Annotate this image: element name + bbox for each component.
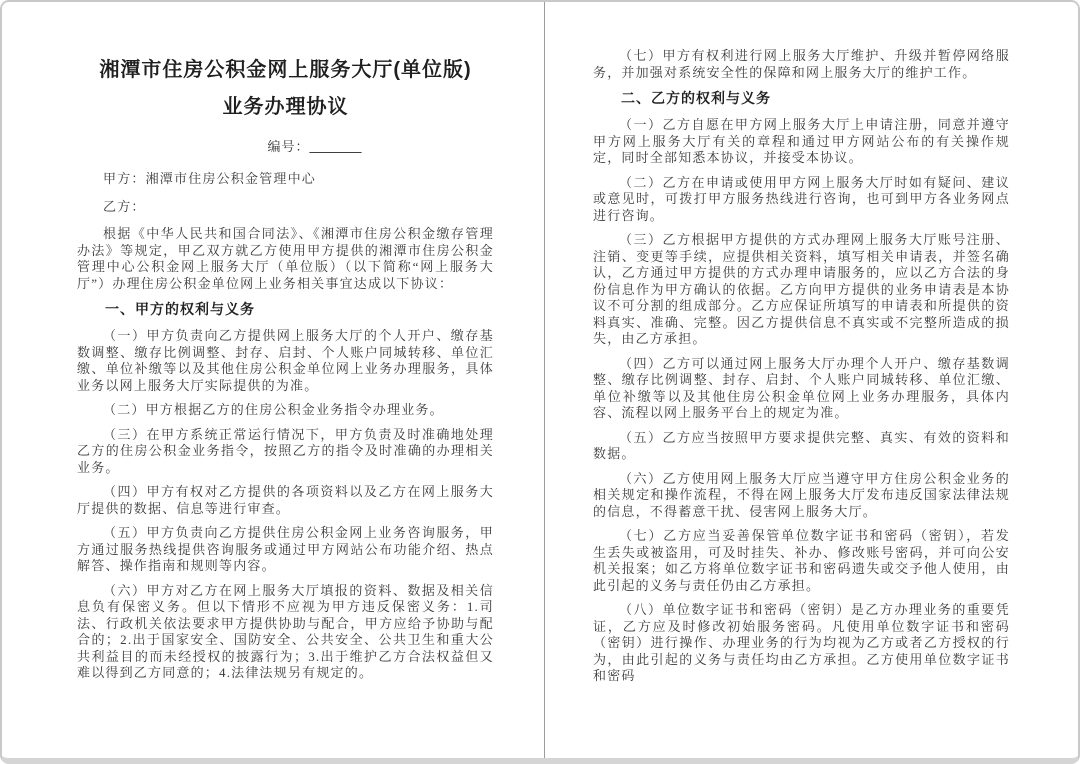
intro-paragraph: 根据《中华人民共和国合同法》、《湘潭市住房公积金缴存管理办法》等规定，甲乙双方就乙方使用甲方提供的湘潭市住房公积金管理中心公积金网上服务大厅（单位版）（以下简称“网上服务大厅”）办理住房公积金单位网上业务相关事宜达成以下协议： xyxy=(77,226,494,291)
document-title-line2: 业务办理协议 xyxy=(222,96,349,118)
clause-a6: （六）甲方对乙方在网上服务大厅填报的资料、数据及相关信息负有保密义务。但以下情形不应视为甲方违反保密义务：1.司法、行政机关依法要求甲方提供协助与配合，甲方应给予协助与配合的；2.出于国家安全、国防安全、公共安全、公共卫生和重大公共利益目的而未经授权的披露行为；3.出于维护乙方合法权益但又难以得到乙方同意的；4.法律法规另有规定的。 xyxy=(77,582,494,680)
page-left xyxy=(2,2,544,758)
clause-a7: （七）甲方有权利进行网上服务大厅维护、升级并暂停网络服务，并加强对系统安全性的保障和网上服务大厅的维护工作。 xyxy=(593,48,1010,80)
clause-b6: （六）乙方使用网上服务大厅应当遵守甲方住房公积金业务的相关规定和操作流程，不得在网上服务大厅发布违反国家法律法规的信息，不得蓄意干扰、侵害网上服务大厅。 xyxy=(593,470,1010,519)
clause-b7: （七）乙方应当妥善保管单位数字证书和密码（密钥），若发生丢失或被盗用，可及时挂失、补办、修改账号密码，并可向公安机关报案；如乙方将单位数字证书和密码遗失或交予他人使用，由此引起的义务与责任仍由乙方承担。 xyxy=(593,528,1010,593)
party-b-line: 乙方： xyxy=(103,198,146,214)
document-number-line xyxy=(77,136,494,155)
clause-b5: （五）乙方应当按照甲方要求提供完整、真实、有效的资料和数据。 xyxy=(593,429,1010,461)
number-label: 编号： xyxy=(267,139,310,154)
section-2-heading: 二、乙方的权利与义务 xyxy=(621,90,771,106)
page-right xyxy=(545,2,1078,758)
number-blank: ________ xyxy=(309,139,362,154)
clause-a3: （三）在甲方系统正常运行情况下，甲方负责及时准确地处理乙方的住房公积金业务指令，按照乙方的指令及时准确的办理相关业务。 xyxy=(77,426,494,475)
section-1-heading: 一、甲方的权利与义务 xyxy=(105,301,255,317)
clause-a2: （二）甲方根据乙方的住房公积金业务指令办理业务。 xyxy=(103,402,444,417)
clause-b8: （八）单位数字证书和密码（密钥）是乙方办理业务的重要凭证，乙方应及时修改初始服务密码。凡使用单位数字证书和密码（密钥）进行操作、办理业务的行为均视为乙方或者乙方授权的行为，由此引起的义务与责任均由乙方承担。乙方使用单位数字证书和密码 xyxy=(593,602,1010,683)
clause-b2: （二）乙方在申请或使用甲方网上服务大厅时如有疑问、建议或意见时，可拨打甲方服务热线进行咨询，也可到甲方各业务网点进行咨询。 xyxy=(593,174,1010,223)
clause-b3: （三）乙方根据甲方提供的方式办理网上服务大厅账号注册、注销、变更等手续，应提供相关资料，填写相关申请表，并签名确认，乙方通过甲方提供的方式办理申请服务的，应以乙方合法的身份信息作为甲方确认的依据。乙方向甲方提供的业务申请表是本协议不可分割的组成部分。乙方应保证所填写的申请表和所提供的资料真实、准确、完整。因乙方提供信息不真实或不完整所造成的损失，由乙方承担。 xyxy=(593,232,1010,346)
document-title-line1: 湘潭市住房公积金网上服务大厅(单位版) xyxy=(99,59,472,81)
clause-b4: （四）乙方可以通过网上服务大厅办理个人开户、缴存基数调整、缴存比例调整、封存、启封、个人账户同城转移、单位汇缴、单位补缴等以及其他住房公积金单位网上业务办理服务，具体内容、流程以网上服务平台上的规定为准。 xyxy=(593,355,1010,420)
party-a-line: 甲方：湘潭市住房公积金管理中心 xyxy=(103,171,317,186)
clause-a4: （四）甲方有权对乙方提供的各项资料以及乙方在网上服务大厅提供的数据、信息等进行审查。 xyxy=(77,484,494,516)
clause-a1: （一）甲方负责向乙方提供网上服务大厅的个人开户、缴存基数调整、缴存比例调整、封存、启封、个人账户同城转移、单位汇缴、单位补缴等以及其他住房公积金单位网上业务办理服务，具体业务以网上服务大厅实际提供的为准。 xyxy=(77,328,494,393)
clause-b1: （一）乙方自愿在甲方网上服务大厅上申请注册，同意并遵守甲方网上服务大厅有关的章程和通过甲方网站公布的有关操作规定，同时全部知悉本协议，并接受本协议。 xyxy=(593,117,1010,165)
clause-a5: （五）甲方负责向乙方提供住房公积金网上业务咨询服务，甲方通过服务热线提供咨询服务或通过甲方网站公布功能介绍、热点解答、操作指南和规则等内容。 xyxy=(77,525,494,573)
